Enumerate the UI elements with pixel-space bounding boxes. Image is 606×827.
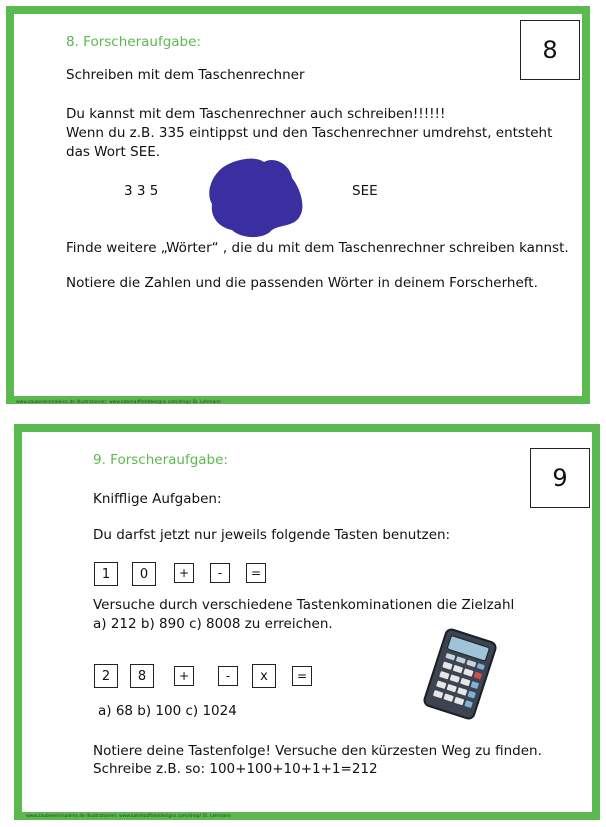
example-number: 3 3 5 — [124, 183, 159, 199]
text-line: Wenn du z.B. 335 eintippst und den Taschenrechner umdrehst, entsteht — [66, 125, 553, 141]
task-number-box: 9 — [530, 448, 590, 508]
calculator-key: 0 — [132, 562, 156, 586]
calculator-key: 8 — [130, 664, 154, 688]
calculator-key: 2 — [94, 664, 118, 688]
text-line: Notiere deine Tastenfolge! Versuche den kürzesten Weg zu finden. — [93, 743, 542, 759]
text-line: a) 212 b) 890 c) 8008 zu erreichen. — [93, 616, 333, 632]
task-number-box: 8 — [520, 20, 580, 80]
calculator-key: x — [252, 664, 276, 688]
text-line: Du darfst jetzt nur jeweils folgende Tasten benutzen: — [93, 527, 451, 543]
calculator-key: + — [174, 666, 194, 686]
task-card-8 — [6, 6, 590, 404]
calculator-key: = — [246, 563, 266, 583]
text-line: Notiere die Zahlen und die passenden Wörter in deinem Forscherheft. — [66, 275, 538, 291]
calculator-image — [414, 628, 506, 720]
calculator-key: 1 — [94, 562, 118, 586]
task-subtitle: Knifflige Aufgaben: — [93, 491, 222, 507]
task-card-9 — [14, 424, 600, 820]
calculator-key: - — [218, 666, 238, 686]
calculator-key: = — [292, 666, 312, 686]
task-subtitle: Schreiben mit dem Taschenrechner — [66, 67, 305, 83]
text-line: Finde weitere „Wörter“ , die du mit dem Taschenrechner schreiben kannst. — [66, 240, 569, 256]
text-line: Du kannst mit dem Taschenrechner auch schreiben!!!!!! — [66, 106, 446, 122]
text-line: Versuche durch verschiedene Tastenkominationen die Zielzahl — [93, 597, 515, 613]
example-word: SEE — [352, 183, 378, 199]
ink-blob-image — [204, 154, 308, 240]
calculator-key: + — [174, 563, 194, 583]
text-line: a) 68 b) 100 c) 1024 — [98, 703, 237, 719]
credits-footer: www.zaubereinmaleins.de Illustrationen: www.katehadfielddesigns.com/shop/ St. Lehmann — [16, 400, 221, 405]
task-title: 8. Forscheraufgabe: — [66, 34, 201, 50]
text-line: Schreibe z.B. so: 100+100+10+1+1=212 — [93, 761, 378, 777]
credits-footer: www.zaubereinmaleins.de Illustrationen: www.katehadfielddesigns.com/shop/ St. Lehmann — [26, 814, 231, 819]
text-line: das Wort SEE. — [66, 144, 161, 160]
calculator-key: - — [210, 563, 230, 583]
task-title: 9. Forscheraufgabe: — [93, 452, 228, 468]
